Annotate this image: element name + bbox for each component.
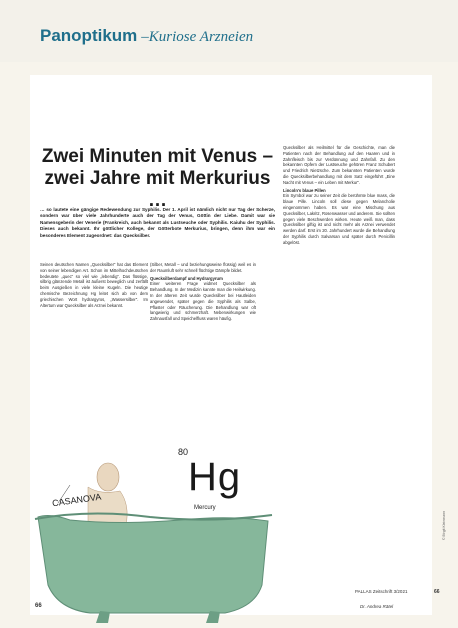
author-byline: Dr. Andrea Rätel xyxy=(360,604,394,609)
paragraph: Ein Symbol war zu seiner Zeit die berühmte blue mass, die blaue Pille. Lincoln soll diese gegen Melancholie eingenommen haben. Es war eine Mischung aus Quecksilber, Lakritz, Rosenwasser und anderem. Sie sollten gegen viele Beschwerden wirken. Heute weiß man, dass Quecksilber giftig ist und nicht mehr als Arznei verwendet werden darf. Erst im 20. Jahrhundert wurde die Behandlung der Syphilis durch Salvarsan und später durch Penicillin abgelöst. xyxy=(283,193,395,245)
element-name: Mercury xyxy=(194,505,216,511)
headline-line-2: zwei Jahre mit Merkurius … xyxy=(44,168,271,211)
section-subtitle: –Kuriose Arzneien xyxy=(141,29,254,45)
page-header xyxy=(0,0,458,62)
paragraph: Seinen deutschen Namen „Quecksilber“ hat das Element von seiner lebendigen Art. Schon im Mittelhochdeutschen bedeutete „quec“ so viel wie „lebendig“. Das flüssige, silbrig glänzende Metall ist äußerst beweglich und zerfällt beim Ausgießen in viele kleine Kugeln. Die heutige chemische Bezeichnung Hg leitet sich ab von dem griechischen Wort hydrargyros, „Wassersilber“. Im Altertum war Quecksilber als Arznei bekannt. xyxy=(40,262,148,308)
page-number-right: 66 xyxy=(434,589,440,595)
element-atomic-number: 80 xyxy=(178,447,189,457)
text-column-right xyxy=(283,145,395,248)
image-credit: © Birgit Kleinmann xyxy=(442,510,446,540)
casanova-label: CASANOVA xyxy=(51,491,102,509)
article-headline xyxy=(40,146,275,212)
tub-body xyxy=(38,516,268,613)
article-lead: … so lautete eine gängige Redewendung zur Syphilis. Der 1. April ist nämlich nicht nur Tag der Scherze, sondern war über viele Jahrhunderte auch der Tag der Venus, Göttin der Liebe. Damit war sie Namensgeberin der Venerie (Frankreich, auch bekannt als Lustseuche oder Syphilis. Kaiuhu der Syphilis. Dieses auch bekannt. Ihr göttlicher Kollege, der Götterbote Merkurius, bringen, denn ihm war ein besonderes Element zugeordnet: das Quecksilber. xyxy=(40,207,275,238)
section-title xyxy=(40,26,253,46)
headline-line-1: Zwei Minuten mit Venus – xyxy=(41,146,274,167)
element-symbol: Hg xyxy=(188,455,242,499)
subheading: Quecksilberdampf und Hydrargyrum xyxy=(150,275,223,281)
paragraph: Einer weiteren Frage widmet Quecksilber als Behandlung. In der Medizin kannte man die Heilwirkung. In der älteren Zeit wurde Quecksilber bei Hautleiden angewendet, später gegen die Syphilis als Salbe, Pflaster oder Räucherung. Die Behandlung war oft langwierig und schmerzhaft. Nebenwirkungen wie Zahnausfall und Speichelfluss waren häufig. xyxy=(150,281,256,322)
subheading: Lincoln's blaue Pillen xyxy=(283,187,326,193)
issue-info: PALLAS Zeitschrift 3/2021 xyxy=(355,589,408,594)
text-column-left xyxy=(40,262,148,310)
paragraph: Quecksilber als Heilmittel für die Geschichte, man die Patienten nach der Behandlung auf den Haaren und in Zahnfleisch bis zur Verdünnung und Zahnfall. Zu den bekannten Opfern der Lustseuche gehören Franz Schubert und Friedrich Nietzsche. Zum bekannten Patienten wurde die Quecksilberbehandlung mit dem Satz eingeführt „Eine Nacht mit Venus – ein Leben mit Merkur“. xyxy=(283,145,395,185)
section-name: Panoptikum xyxy=(40,26,138,45)
page-number-left: 66 xyxy=(35,603,42,609)
tub-rim xyxy=(35,513,272,519)
paragraph: (Silber, Metall – und beziehungsweise flüssig) weil es in der Raumluft sehr schnell flüchtige Dämpfe bildet. xyxy=(150,262,256,273)
text-column-middle xyxy=(150,262,256,324)
figure-head xyxy=(97,463,119,491)
